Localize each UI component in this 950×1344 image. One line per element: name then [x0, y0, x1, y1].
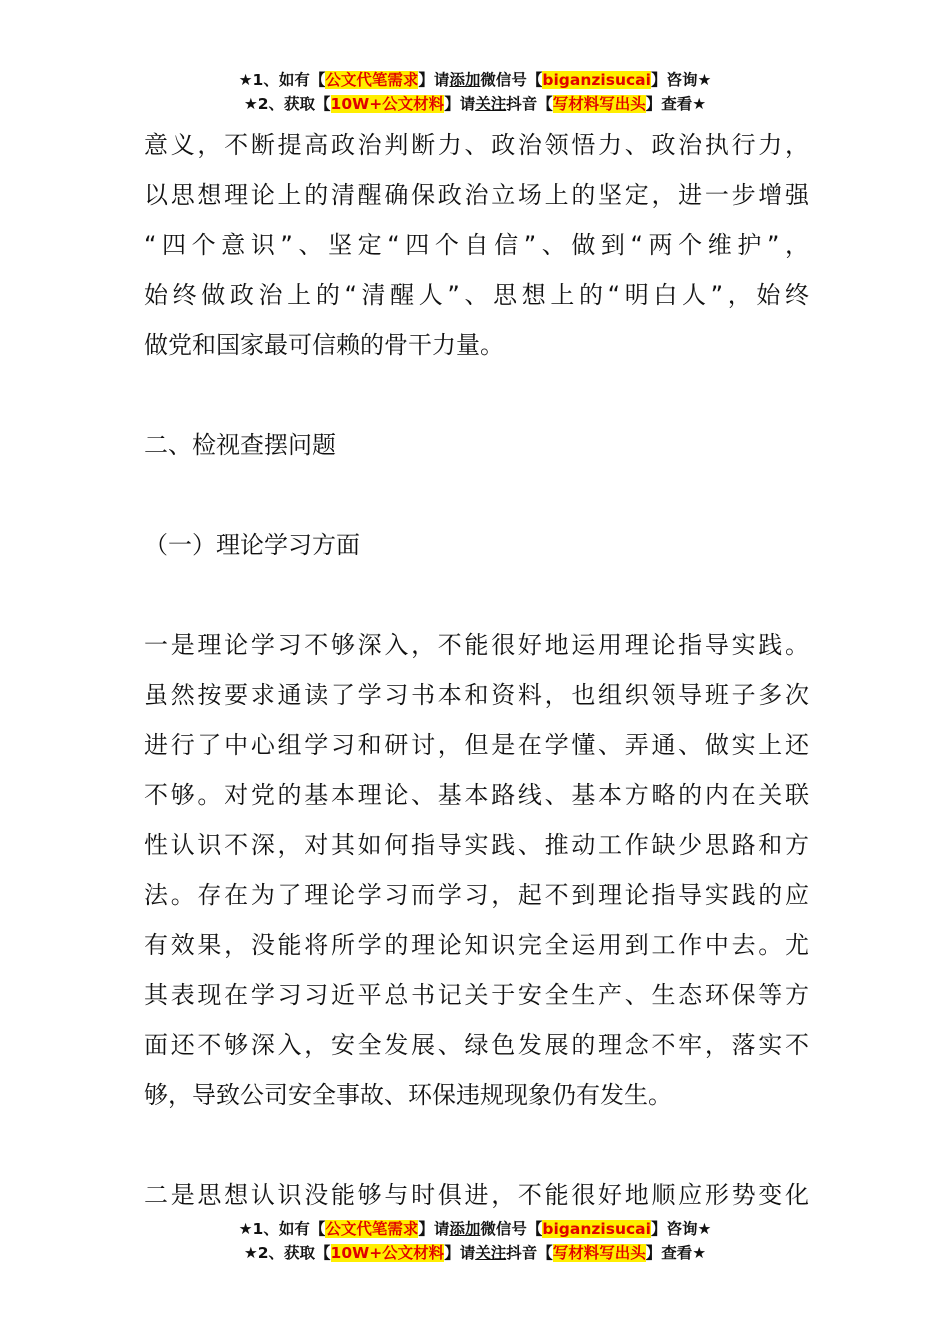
banner-highlight: 10W+公文材料	[330, 1244, 445, 1262]
banner-line-1	[0, 1217, 950, 1241]
banner-highlight-douyin: 写材料写出头	[552, 1244, 646, 1262]
banner-highlight-wechat-id: biganzisucai	[542, 71, 651, 89]
subsection-title: （一）理论学习方面	[144, 531, 360, 559]
banner-text: 】请	[418, 71, 450, 89]
text-line: 进行了中心组学习和研讨，但是在学懂、弄通、做实上还	[144, 731, 809, 759]
text-line: 做党和国家最可信赖的骨干力量。	[144, 331, 504, 359]
banner-text: 微信号【	[480, 71, 543, 89]
banner-text: 】咨询★	[650, 1220, 712, 1238]
text-line: 始终做政治上的“清醒人”、思想上的“明白人”，始终	[144, 281, 809, 309]
banner-line-2	[0, 1241, 950, 1265]
text-line: “四个意识”、坚定“四个自信”、做到“两个维护”，	[144, 231, 809, 259]
banner-highlight: 公文代笔需求	[325, 1220, 419, 1238]
banner-text: 微信号【	[480, 1220, 543, 1238]
banner-text: 】查看★	[645, 1244, 707, 1262]
banner-text: ★2、获取【	[243, 95, 331, 113]
banner-underlined-text: 添加	[449, 71, 481, 89]
text-line: 以思想理论上的清醒确保政治立场上的坚定，进一步增强	[144, 181, 809, 209]
text-line: 意义，不断提高政治判断力、政治领悟力、政治执行力，	[144, 131, 809, 159]
banner-highlight: 公文代笔需求	[325, 71, 419, 89]
text-line: 够，导致公司安全事故、环保违规现象仍有发生。	[144, 1081, 672, 1109]
top-banner	[0, 68, 950, 116]
banner-underlined-text: 关注	[475, 95, 507, 113]
banner-text: 】请	[444, 1244, 476, 1262]
text-line: 虽然按要求通读了学习书本和资料，也组织领导班子多次	[144, 681, 809, 709]
banner-highlight-wechat-id: biganzisucai	[542, 1220, 651, 1238]
banner-text: 抖音【	[506, 95, 553, 113]
text-line: 其表现在学习习近平总书记关于安全生产、生态环保等方	[144, 981, 809, 1009]
banner-underlined-text: 添加	[449, 1220, 481, 1238]
banner-underlined-text: 关注	[475, 1244, 507, 1262]
banner-highlight: 10W+公文材料	[330, 95, 445, 113]
paragraph-1	[144, 620, 809, 1120]
banner-text: ★1、如有【	[238, 1220, 326, 1238]
text-line: 法。存在为了理论学习而学习，起不到理论指导实践的应	[144, 881, 809, 909]
banner-text: 】查看★	[645, 95, 707, 113]
text-line: 不够。对党的基本理论、基本路线、基本方略的内在关联	[144, 781, 809, 809]
banner-text: 】请	[444, 95, 476, 113]
banner-highlight-douyin: 写材料写出头	[552, 95, 646, 113]
text-line: 性认识不深，对其如何指导实践、推动工作缺少思路和方	[144, 831, 809, 859]
banner-text: 抖音【	[506, 1244, 553, 1262]
document-body	[144, 120, 809, 1220]
text-line: 有效果，没能将所学的理论知识完全运用到工作中去。尤	[144, 931, 809, 959]
text-line: 面还不够深入，安全发展、绿色发展的理念不牢，落实不	[144, 1031, 809, 1059]
intro-paragraph	[144, 120, 809, 370]
banner-text: ★1、如有【	[238, 71, 326, 89]
section-title: 二、检视查摆问题	[144, 431, 336, 459]
banner-text: 】咨询★	[650, 71, 712, 89]
banner-text: ★2、获取【	[243, 1244, 331, 1262]
paragraph-2	[144, 1170, 809, 1220]
bottom-banner	[0, 1217, 950, 1265]
banner-text: 】请	[418, 1220, 450, 1238]
banner-line-2	[0, 92, 950, 116]
banner-line-1	[0, 68, 950, 92]
text-line: 二是思想认识没能够与时俱进，不能很好地顺应形势变化	[144, 1181, 809, 1209]
text-line: 一是理论学习不够深入，不能很好地运用理论指导实践。	[144, 631, 809, 659]
